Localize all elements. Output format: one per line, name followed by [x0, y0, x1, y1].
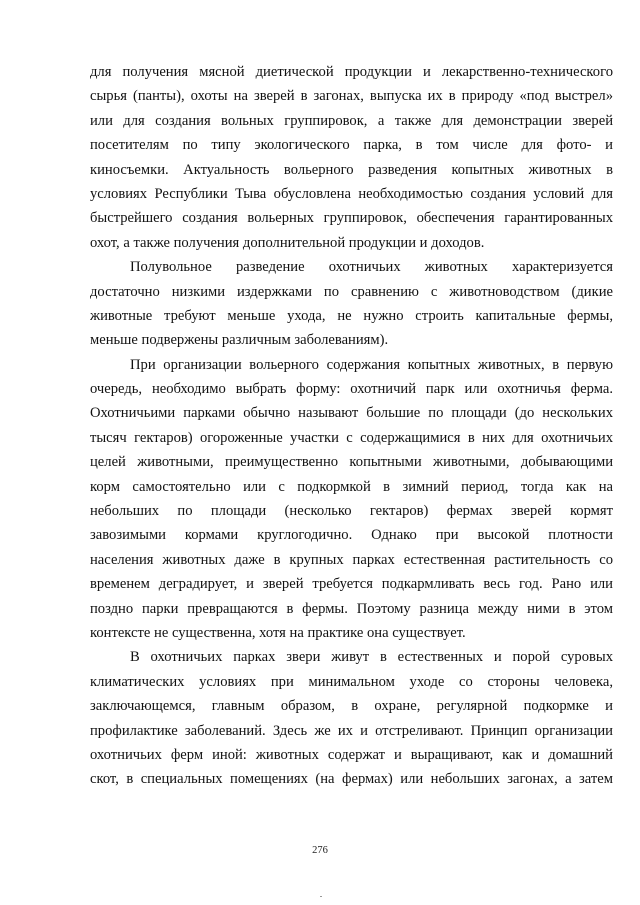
paragraph-first-line: При организации вольерного содержания копытных животных, в первую: [130, 356, 613, 373]
text-line: охот, а также получения дополнительной продукции и доходов.: [90, 234, 485, 251]
text-line: контексте не существенна, хотя на практике она существует.: [90, 624, 466, 641]
text-line: скот, в специальных помещениях (на фермах) или небольших загонах, а затем: [90, 771, 613, 788]
scan-speck: [320, 896, 322, 897]
text-line: достаточно низкими издержками по сравнению с животноводством (дикие: [90, 283, 613, 300]
text-line: профилактике заболеваний. Здесь же их и отстреливают. Принцип организации: [90, 722, 613, 739]
text-line: условиях Республики Тыва обусловлена необходимостью создания условий для: [90, 185, 613, 202]
text-line: сырья (панты), охоты на зверей в загонах, выпуска их в природу «под выстрел»: [90, 88, 613, 105]
text-line: Охотничьими парками обычно называют большие по площади (до нескольких: [90, 405, 613, 422]
text-line: быстрейшего создания вольерных группировок, обеспечения гарантированных: [90, 210, 613, 227]
text-line: животные требуют меньше ухода, не нужно строить капитальные фермы,: [90, 307, 613, 324]
text-line: поздно парки превращаются в фермы. Поэтому разница между ними в этом: [90, 600, 613, 617]
text-line: охотничьих ферм иной: животных содержат и выращивают, как и домашний: [90, 746, 613, 763]
text-line: посетителям по типу экологического парка, в том числе для фото- и: [90, 137, 613, 154]
text-line: очередь, необходимо выбрать форму: охотничий парк или охотничья ферма.: [90, 381, 613, 398]
paragraph-first-line: В охотничьих парках звери живут в естественных и порой суровых: [130, 649, 613, 666]
text-line: населения животных даже в крупных парках естественная растительность со: [90, 551, 613, 568]
text-line: климатических условиях при минимальном уходе со стороны человека,: [90, 673, 613, 690]
text-line: заключающемся, главным образом, в охране, регулярной подкормке и: [90, 698, 613, 715]
text-line: целей животными, преимущественно копытными животными, добывающими: [90, 454, 613, 471]
text-line: временем деградирует, и зверей требуется подкармливать весь год. Рано или: [90, 576, 613, 593]
body-text: [90, 60, 613, 792]
text-line: меньше подвержены различным заболеваниям).: [90, 332, 389, 349]
text-line: небольших по площади (несколько гектаров) фермах зверей кормят: [90, 503, 613, 520]
paragraph-first-line: Полувольное разведение охотничьих животных характеризуется: [130, 259, 613, 276]
text-line: корм самостоятельно или с подкормкой в зимний период, тогда как на: [90, 478, 613, 495]
text-line: киносъемки. Актуальность вольерного разведения копытных животных в: [90, 161, 613, 178]
text-line: для получения мясной диетической продукции и лекарственно-технического: [90, 64, 613, 80]
text-line: завозимыми кормами круглогодично. Однако при высокой плотности: [90, 527, 613, 544]
text-line: или для создания вольных группировок, а также для демонстрации зверей: [90, 112, 613, 129]
page-number: 276: [312, 845, 328, 856]
text-line: тысяч гектаров) огороженные участки с содержащимися в них для охотничьих: [90, 429, 613, 446]
